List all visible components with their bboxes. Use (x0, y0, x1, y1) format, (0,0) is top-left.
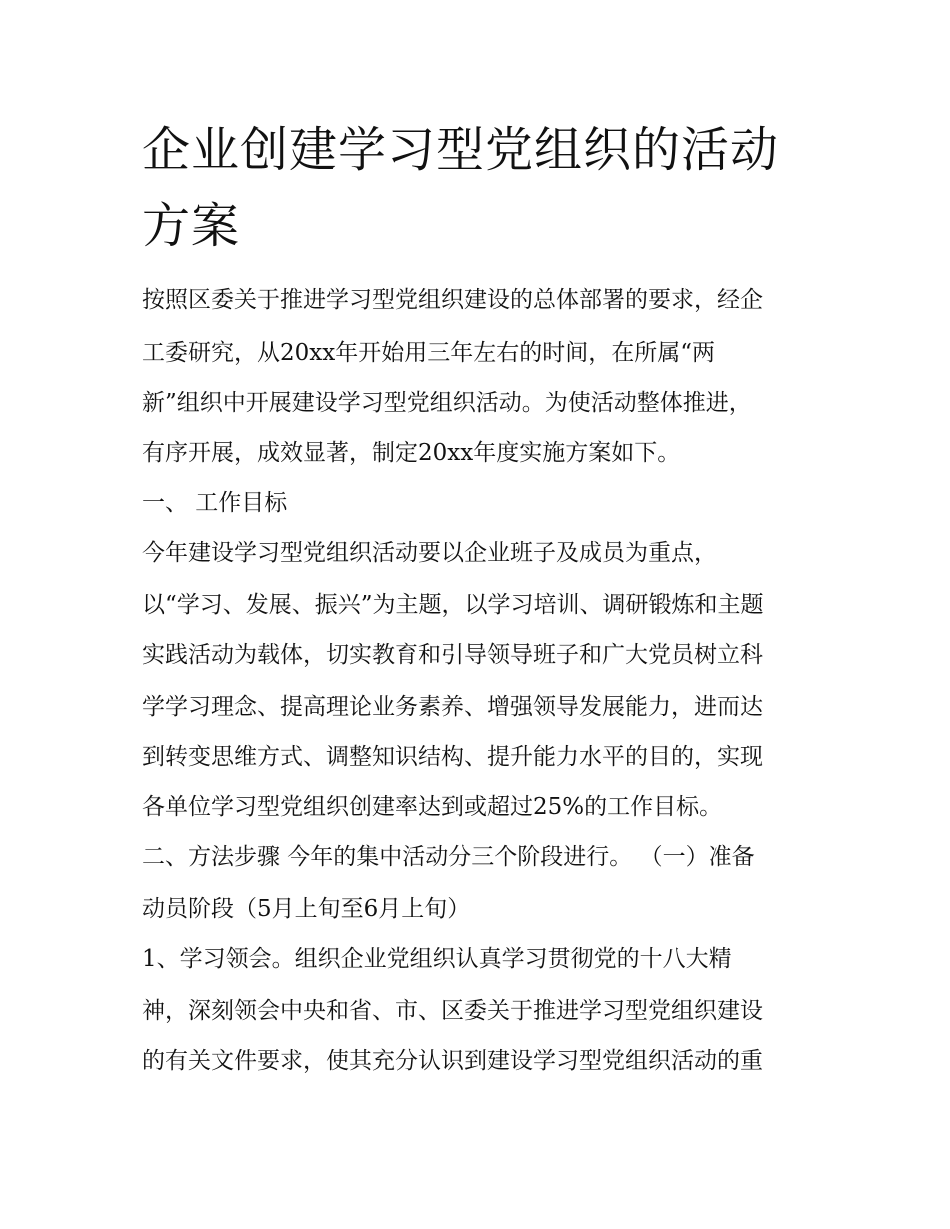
body-line: 1、学习领会。组织企业党组织认真学习贯彻党的十八大精 (142, 946, 732, 972)
body-line: 神，深刻领会中央和省、市、区委关于推进学习型党组织建设 (142, 998, 763, 1024)
body-line: 以“学习、发展、振兴”为主题，以学习培训、调研锻炼和主题 (142, 592, 764, 618)
body-line: 到转变思维方式、调整知识结构、提升能力水平的目的，实现 (142, 744, 763, 770)
body-line: 实践活动为载体，切实教育和引导领导班子和广大党员树立科 (142, 642, 763, 668)
body-line: 有序开展，成效显著，制定20xx年度实施方案如下。 (142, 440, 681, 466)
body-line: 工委研究，从20xx年开始用三年左右的时间，在所属“两 (142, 340, 715, 366)
body-line: 学学习理念、提高理论业务素养、增强领导发展能力，进而达 (142, 694, 763, 720)
body-line: 的有关文件要求，使其充分认识到建设学习型党组织活动的重 (142, 1048, 763, 1074)
document-title: 企业创建学习型党组织的活动方案 (142, 122, 780, 254)
section-heading: 二、方法步骤 今年的集中活动分三个阶段进行。 （一）准备 (142, 844, 755, 870)
body-line: 按照区委关于推进学习型党组织建设的总体部署的要求，经企 (142, 287, 763, 313)
section-heading: 一、 工作目标 (142, 490, 288, 516)
body-line: 今年建设学习型党组织活动要以企业班子及成员为重点， (142, 540, 717, 566)
body-line: 各单位学习型党组织创建率达到或超过25%的工作目标。 (142, 794, 723, 820)
body-line: 动员阶段（5月上旬至6月上旬） (142, 896, 471, 922)
body-line: 新”组织中开展建设学习型党组织活动。为使活动整体推进， (142, 390, 752, 416)
